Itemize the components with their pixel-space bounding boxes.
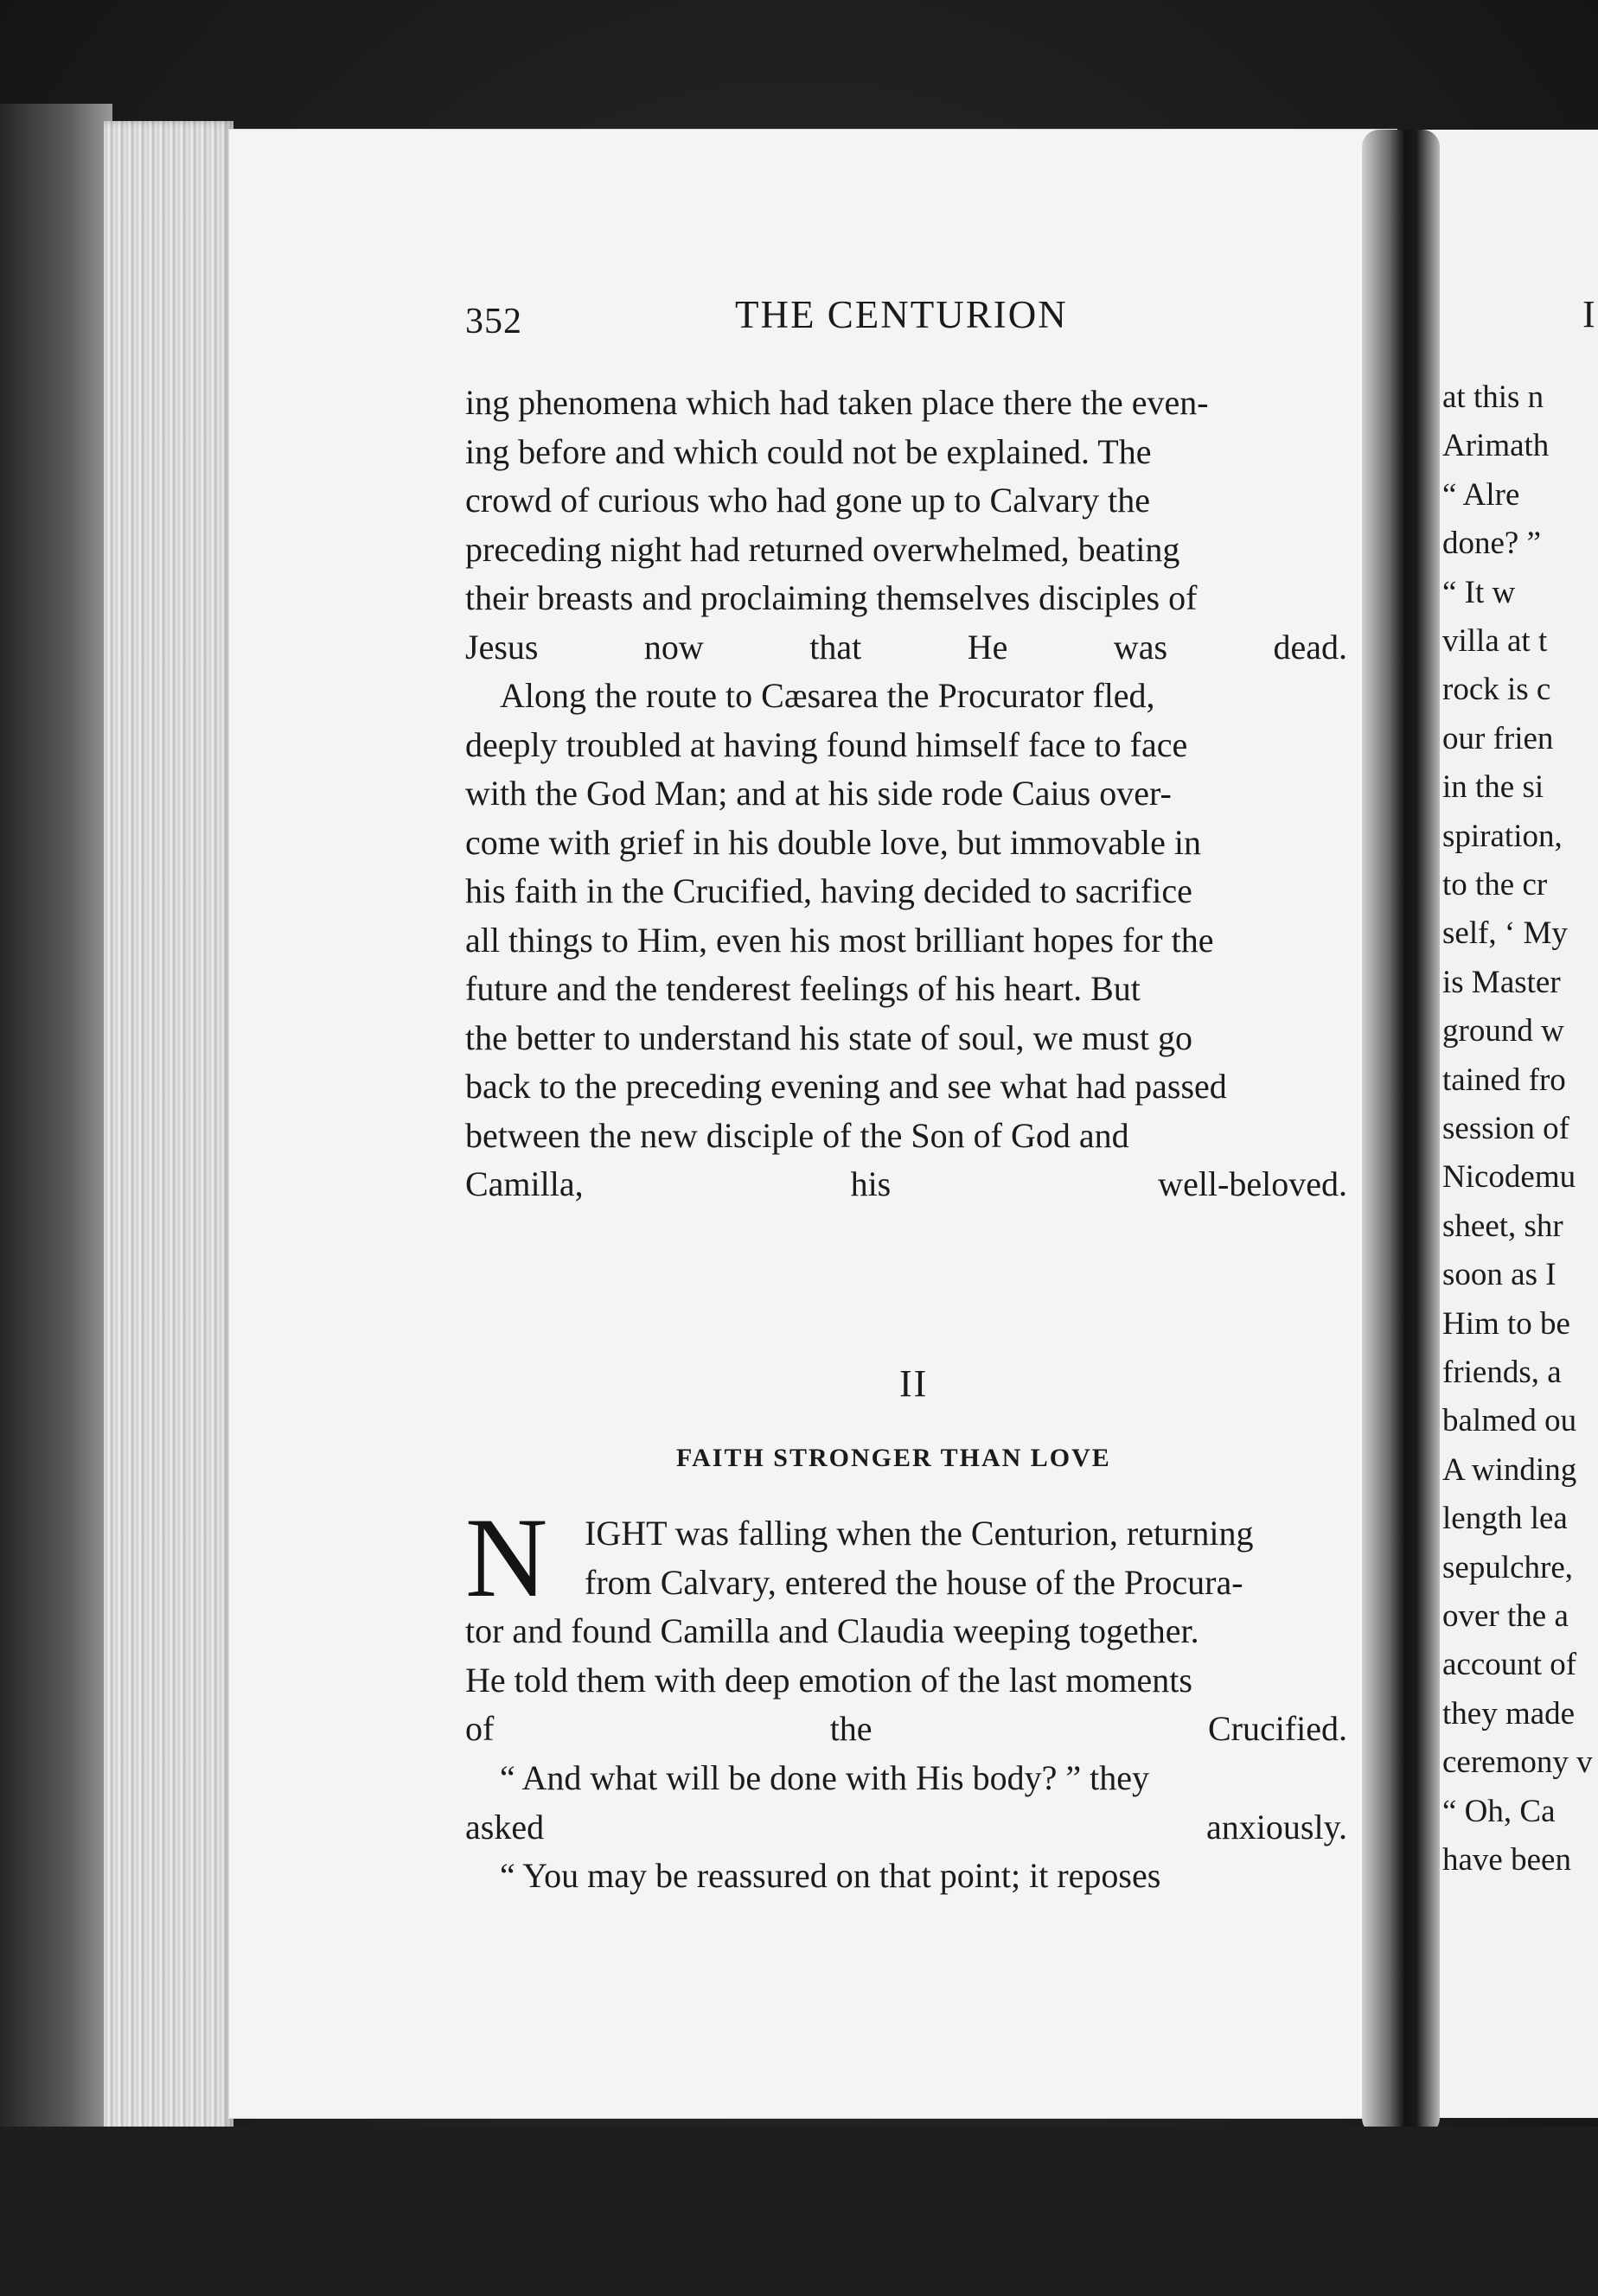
right-page-line: balmed ou xyxy=(1442,1403,1577,1439)
right-page-line: villa at t xyxy=(1442,623,1548,659)
right-page-line: Arimath xyxy=(1442,428,1550,464)
page-edges xyxy=(104,121,233,2135)
right-page-line: self, ‘ My xyxy=(1442,915,1568,952)
text-line: preceding night had returned overwhelmed, beating xyxy=(465,529,1180,569)
text-line: their breasts and proclaiming themselves disciples of xyxy=(465,578,1198,617)
text-line: the better to understand his state of soul, we must go xyxy=(465,1017,1192,1057)
right-page-line: tained fro xyxy=(1442,1062,1566,1098)
right-page-line: friends, a xyxy=(1442,1355,1562,1390)
right-page-line: length lea xyxy=(1442,1501,1568,1537)
text-line: IGHT was falling when the Centurion, returning xyxy=(585,1514,1254,1553)
page-number: 352 xyxy=(465,302,522,341)
text-line: He told them with deep emotion of the last moments xyxy=(465,1660,1192,1700)
bottom-background xyxy=(0,2127,1598,2296)
chapter-number: II xyxy=(899,1362,929,1405)
text-line: between the new disciple of the Son of God and xyxy=(465,1115,1129,1155)
right-page-line: sepulchre, xyxy=(1442,1549,1574,1585)
text-line: tor and found Camilla and Claudia weeping together. xyxy=(465,1611,1199,1650)
right-page-line: “ It w xyxy=(1442,574,1516,610)
paragraph-5 xyxy=(465,1852,1347,1901)
text-line: his faith in the Crucified, having decided to sacrifice xyxy=(465,871,1192,910)
text-line: asked anxiously. xyxy=(465,1807,1347,1846)
text-line: come with grief in his double love, but immovable in xyxy=(465,822,1201,862)
text-line: ing before and which could not be explained. The xyxy=(465,431,1152,471)
text-line: future and the tenderest feelings of his heart. But xyxy=(465,969,1141,1008)
paragraph-1 xyxy=(465,379,1347,672)
right-page-line: in the si xyxy=(1442,769,1544,806)
right-page-line: Nicodemu xyxy=(1442,1159,1576,1196)
right-page-line: spiration, xyxy=(1442,818,1563,854)
right-page-line: session of xyxy=(1442,1111,1569,1146)
text-line: crowd of curious who had gone up to Calvary the xyxy=(465,481,1151,520)
right-page-line: rock is c xyxy=(1442,672,1551,708)
right-page-line: is Master xyxy=(1442,964,1561,1000)
right-page-line: Him to be xyxy=(1442,1305,1570,1342)
right-page-line: our frien xyxy=(1442,720,1554,756)
running-title: THE CENTURION xyxy=(735,293,1068,336)
right-page-line: ceremony v xyxy=(1442,1744,1593,1781)
text-line: “ And what will be done with His body? ” they xyxy=(500,1758,1149,1797)
text-line: ing phenomena which had taken place there the even- xyxy=(465,383,1209,422)
right-page-line: have been xyxy=(1442,1842,1571,1878)
right-page-line: ground w xyxy=(1442,1013,1564,1049)
right-page-line: over the a xyxy=(1442,1598,1569,1634)
paragraph-4 xyxy=(465,1754,1347,1852)
text-line: of the Crucified. xyxy=(465,1709,1347,1748)
right-page-line: at this n xyxy=(1442,379,1544,415)
text-line: Camilla, his well-beloved. xyxy=(465,1164,1347,1203)
paragraph-3 xyxy=(465,1607,1347,1754)
paragraph-2 xyxy=(465,672,1347,1209)
right-page-line: to the cr xyxy=(1442,867,1548,902)
chapter-title: FAITH STRONGER THAN LOVE xyxy=(676,1444,1111,1472)
right-page-line: “ Oh, Ca xyxy=(1442,1793,1556,1829)
paragraph-3-indented xyxy=(585,1509,1347,1607)
text-line: deeply troubled at having found himself face to face xyxy=(465,724,1188,764)
text-line: with the God Man; and at his side rode Caius over- xyxy=(465,774,1172,813)
text-line: back to the preceding evening and see what had passed xyxy=(465,1067,1227,1106)
text-line: “ You may be reassured on that point; it reposes xyxy=(500,1856,1161,1895)
right-page-line: account of xyxy=(1442,1647,1577,1683)
right-page-line: soon as I xyxy=(1442,1257,1556,1293)
text-line: from Calvary, entered the house of the Procura- xyxy=(585,1562,1243,1602)
text-line: all things to Him, even his most brilliant hopes for the xyxy=(465,920,1214,960)
text-line: Jesus now that He was dead. xyxy=(465,627,1347,666)
right-page-line: they made xyxy=(1442,1695,1576,1732)
book-gutter xyxy=(1362,130,1440,2135)
right-page-line: sheet, shr xyxy=(1442,1208,1563,1244)
text-line: Along the route to Cæsarea the Procurator fled, xyxy=(500,676,1155,715)
right-page-head: I xyxy=(1582,293,1595,335)
book-cover-shadow xyxy=(0,104,112,2161)
running-head xyxy=(465,292,1356,353)
right-page-line: “ Alre xyxy=(1442,476,1520,513)
right-page-line: done? ” xyxy=(1442,526,1542,562)
right-page-line: A winding xyxy=(1442,1451,1577,1488)
drop-cap: N xyxy=(465,1494,548,1621)
